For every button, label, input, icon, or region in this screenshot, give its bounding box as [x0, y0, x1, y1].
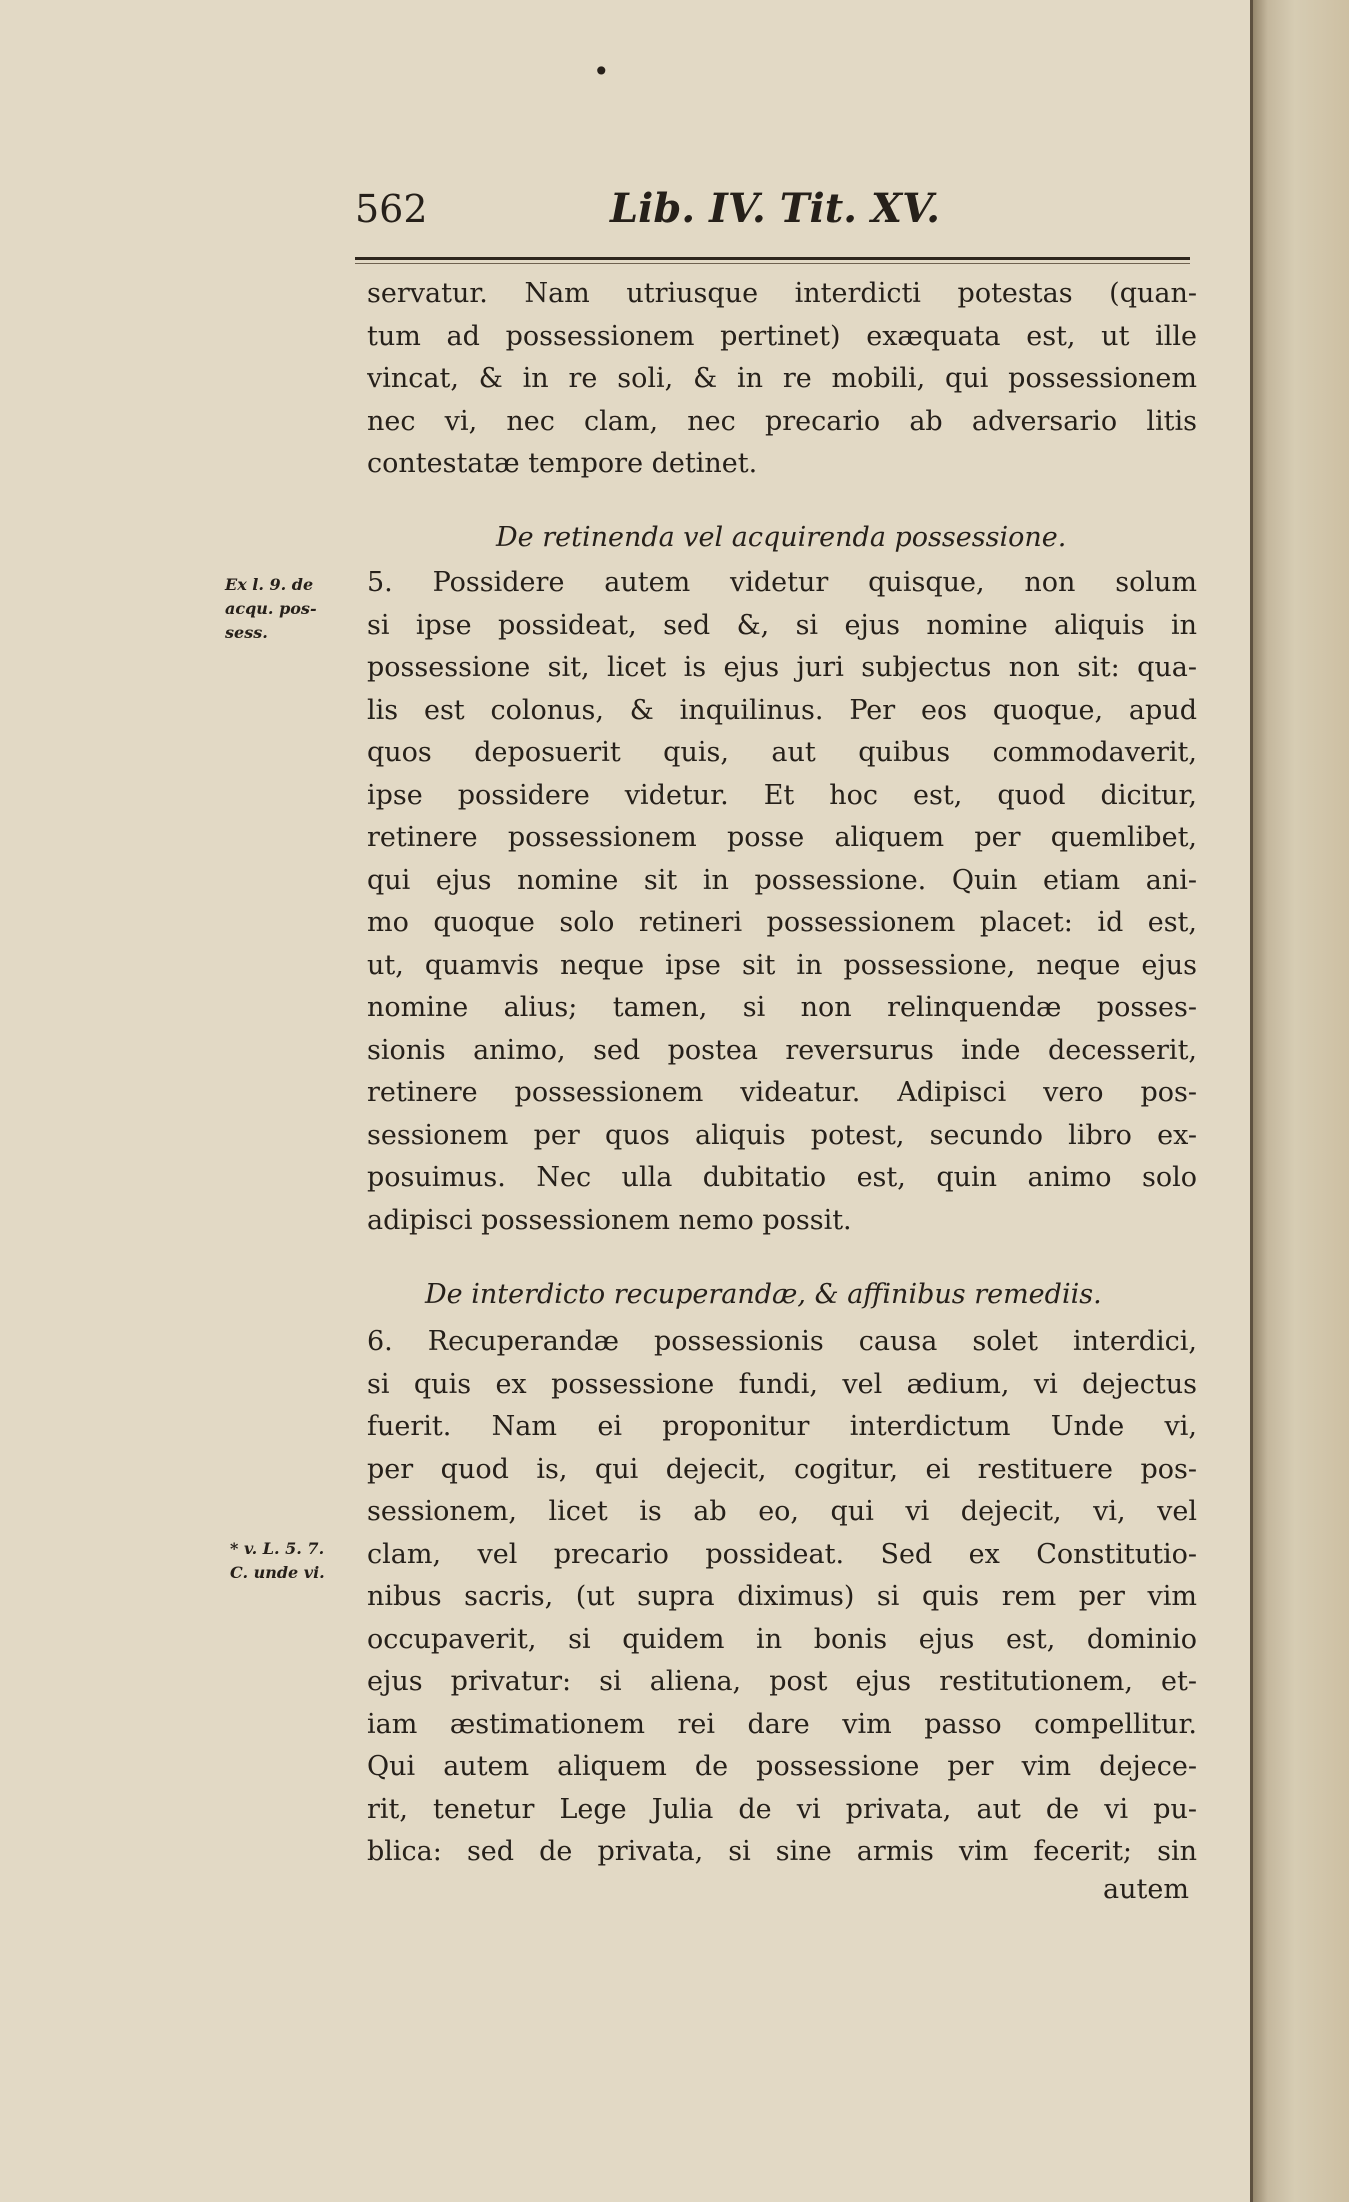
text-line: adipisci possessionem nemo possit. [367, 1204, 852, 1236]
text-line: 6. Recuperandæ possessionis causa solet interdici, [367, 1326, 1197, 1357]
catchword: autem [1103, 1874, 1189, 1905]
text-line: si quis ex possessione fundi, vel ædium, vi dejectus [367, 1368, 1197, 1400]
text-line: ut, quamvis neque ipse sit in possessione, neque ejus [367, 949, 1197, 981]
text-line: si ipse possideat, sed &, si ejus nomine aliquis in [367, 609, 1197, 641]
book-gutter [1250, 0, 1349, 2202]
margin-note-citation: * v. L. 5. 7. C. unde vi. [230, 1539, 325, 1582]
text-line: occupaverit, si quidem in bonis ejus est, dominio [367, 1623, 1197, 1655]
text-line: qui ejus nomine sit in possessione. Quin etiam ani- [367, 864, 1197, 896]
text-line: rit, tenetur Lege Julia de vi privata, aut de vi pu- [367, 1793, 1197, 1825]
gutter-edge [1250, 0, 1253, 2202]
text-line: ejus privatur: si aliena, post ejus restitutionem, et- [367, 1666, 1197, 1697]
ink-mark: • [593, 55, 610, 88]
paragraph-6 [367, 1321, 1197, 1874]
page-number: 562 [355, 187, 428, 231]
text-line: 5. Possidere autem videtur quisque, non solum [367, 567, 1197, 598]
text-line: contestatæ tempore detinet. [367, 448, 758, 479]
text-line: sessionem, licet is ab eo, qui vi dejecit, vi, vel [367, 1496, 1197, 1527]
text-line: retinere possessionem videatur. Adipisci vero pos- [367, 1077, 1197, 1108]
text-line: possessione sit, licet is ejus juri subjectus non sit: qua- [367, 652, 1197, 683]
section-heading-interdicto: De interdicto recuperandæ, & affinibus remediis. [425, 1279, 1102, 1310]
text-line: mo quoque solo retineri possessionem placet: id est, [367, 907, 1197, 938]
text-line: quos deposuerit quis, aut quibus commodaverit, [367, 737, 1197, 768]
paragraph-5 [367, 562, 1197, 1242]
text-line: vincat, & in re soli, & in re mobili, qui possessionem [367, 363, 1197, 394]
section-heading-retinenda: De retinenda vel acquirenda possessione. [496, 522, 1067, 553]
header-rule-thin [355, 263, 1190, 264]
text-line: servatur. Nam utriusque interdicti potestas (quan- [367, 278, 1197, 309]
text-line: nec vi, nec clam, nec precario ab adversario litis [367, 405, 1197, 437]
header-rule [355, 257, 1190, 260]
text-line: Qui autem aliquem de possessione per vim dejece- [367, 1751, 1197, 1782]
paragraph-continuation [367, 273, 1197, 486]
text-line: ipse possidere videtur. Et hoc est, quod dicitur, [367, 779, 1197, 811]
text-line: blica: sed de privata, si sine armis vim fecerit; sin [367, 1836, 1197, 1867]
text-line: sionis animo, sed postea reversurus inde decesserit, [367, 1034, 1197, 1066]
text-line: tum ad possessionem pertinet) exæquata est, ut ille [367, 320, 1197, 352]
text-line: nomine alius; tamen, si non relinquendæ posses- [367, 992, 1197, 1023]
page-header [355, 185, 1190, 243]
text-line: per quod is, qui dejecit, cogitur, ei restituere pos- [367, 1453, 1197, 1485]
text-line: fuerit. Nam ei proponitur interdictum Unde vi, [367, 1411, 1197, 1442]
running-title: Lib. IV. Tit. XV. [610, 185, 941, 232]
text-line: lis est colonus, & inquilinus. Per eos quoque, apud [367, 694, 1197, 726]
text-line: nibus sacris, (ut supra diximus) si quis rem per vim [367, 1581, 1197, 1612]
margin-note-citation: Ex l. 9. de acqu. pos- sess. [225, 575, 317, 642]
text-line: iam æstimationem rei dare vim passo compellitur. [367, 1708, 1197, 1740]
text-line: posuimus. Nec ulla dubitatio est, quin animo solo [367, 1162, 1197, 1193]
text-line: retinere possessionem posse aliquem per quemlibet, [367, 822, 1197, 853]
text-line: sessionem per quos aliquis potest, secundo libro ex- [367, 1119, 1197, 1151]
text-line: clam, vel precario possideat. Sed ex Constitutio- [367, 1538, 1197, 1570]
